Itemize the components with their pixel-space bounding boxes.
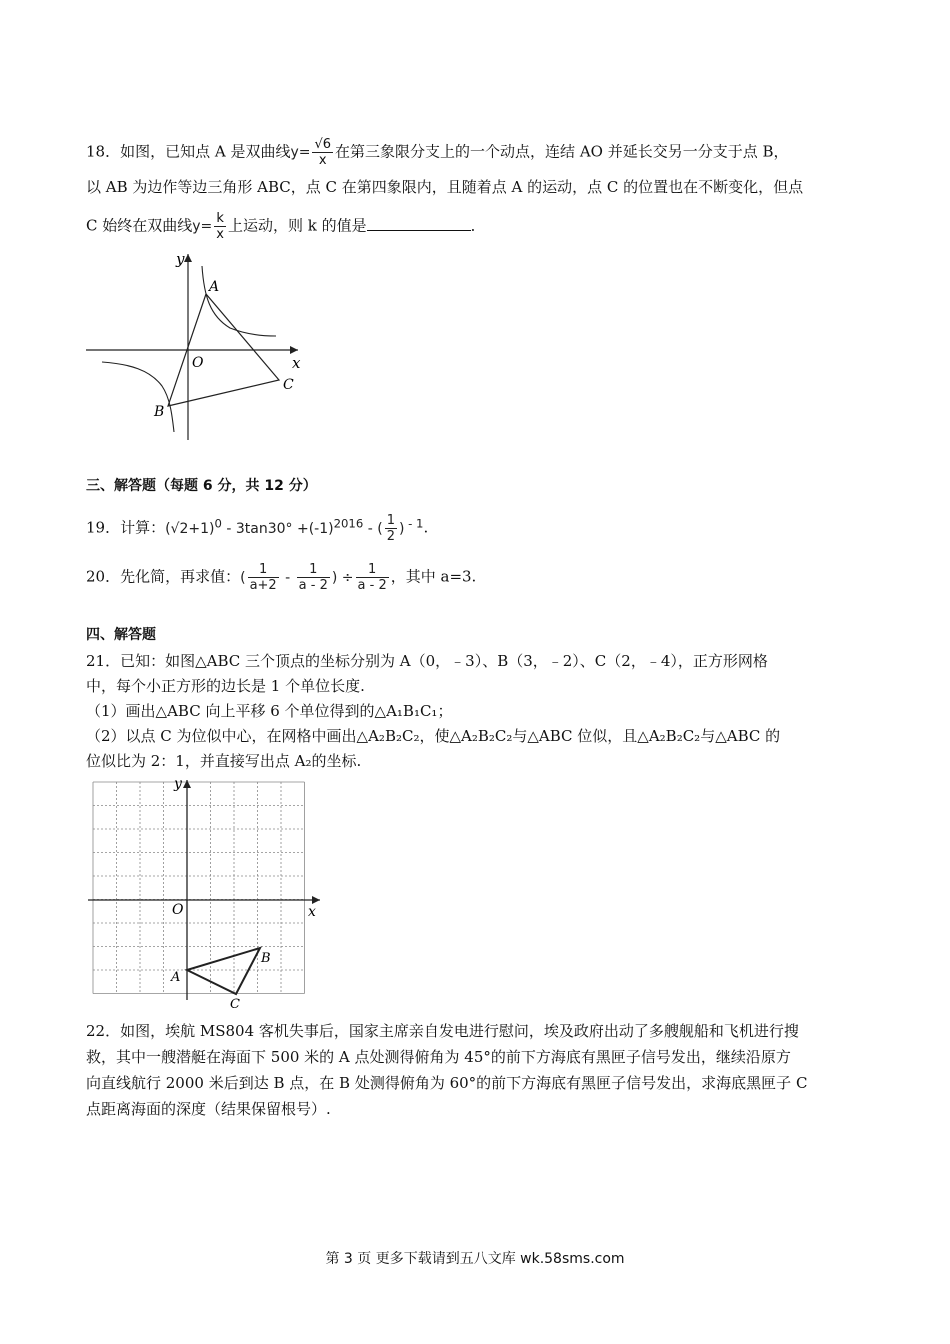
origin-label: O <box>192 355 204 371</box>
q19-line: 19．计算：$(√2+1)^0 - 3\tan 30^\circ +(-1)^{2016}$ - ( $\frac{1}{2}$ ) $^{- 1}$. <box>86 513 429 545</box>
q21-line-2: 中，每个小正方形的边长是 1 个单位长度. <box>86 677 365 695</box>
y-axis-arrow <box>184 254 192 262</box>
triangle-abc <box>187 948 260 994</box>
q18-fraction-k-over-x: $\frac{k}{x}$ <box>216 211 224 242</box>
q22-line-3: 向直线航行 2000 米后到达 B 点，在 B 处测得俯角为 60°的前下方海底有黑匣子信号发出，求海底黑匣子 C <box>86 1074 808 1092</box>
x-axis-label: x <box>308 904 316 920</box>
y-axis-arrow <box>183 780 191 788</box>
y-axis-label: y <box>176 250 185 268</box>
x-axis-label: x <box>292 354 301 372</box>
q22-line-4: 点距离海面的深度（结果保留根号）. <box>86 1100 331 1118</box>
section-3-heading: 三、解答题（每题 6 分，共 12 分） <box>86 478 317 494</box>
q19-fraction-half: $\frac{1}{2}$ <box>386 513 395 545</box>
hyperbola-branch-first-quadrant <box>202 266 276 336</box>
q22-line-1: 22．如图，埃航 MS804 客机失事后，国家主席亲自发电进行慰问，埃及政府出动了多艘舰船和飞机进行搜 <box>86 1022 799 1040</box>
page-footer: 第 3 页 更多下载请到五八文库 wk.58sms.com <box>325 1251 625 1267</box>
point-c-label: C <box>283 377 294 393</box>
q18-fraction-sqrt6-over-x: $\frac{√6}{x}$ <box>314 137 332 168</box>
q20-line: 20．先化简，再求值：( $\frac{1}{a+2}$ - $\frac{1}{a - 2}$ ) ÷ $\frac{1}{a - 2}$ ，其中 a=3. <box>86 562 477 593</box>
origin-label: O <box>172 902 184 918</box>
q18-line-1: 18．如图，已知点 A 是双曲线y= $\frac{√6}{x}$ 在第三象限分支上的一个动点，连结 AO 并延长交另一分支于点 B， <box>86 137 789 168</box>
q18-line-2: 以 AB 为边作等边三角形 ABC，点 C 在第四象限内，且随着点 A 的运动，点 C 的位置也在不断变化，但点 <box>86 178 804 196</box>
point-a-label: A <box>171 970 181 985</box>
hyperbola-branch-third-quadrant <box>102 362 174 432</box>
point-b-label: B <box>261 951 271 966</box>
q18-line-3: C 始终在双曲线y= $\frac{k}{x}$ 上运动，则 k 的值是 ． <box>86 211 486 242</box>
x-axis-arrow <box>290 346 298 354</box>
q21-line-3: （1）画出△ABC 向上平移 6 个单位得到的△A₁B₁C₁； <box>86 702 453 720</box>
point-c-label: C <box>230 997 240 1012</box>
answer-blank <box>367 216 471 231</box>
q20-expression: ( $\frac{1}{a+2}$ - $\frac{1}{a - 2}$ ) ÷ $\frac{1}{a - 2}$ <box>240 562 387 593</box>
q21-line-1: 21．已知：如图△ABC 三个顶点的坐标分别为 A（0，﹣3）、B（3，﹣2）、C（2，﹣4），正方形网格 <box>86 652 768 670</box>
y-axis-label: y <box>174 776 182 792</box>
q21-line-4: （2）以点 C 为位似中心，在网格中画出△A₂B₂C₂，使△A₂B₂C₂与△ABC 位似，且△A₂B₂C₂与△ABC 的 <box>86 727 781 745</box>
section-4-heading: 四、解答题 <box>86 627 156 643</box>
square-grid <box>93 782 305 994</box>
q22-line-2: 救，其中一艘潜艇在海面下 500 米的 A 点处测得俯角为 45°的前下方海底有黑匣子信号发出，继续沿原方 <box>86 1048 791 1066</box>
q21-line-5: 位似比为 2：1，并直接写出点 A₂的坐标. <box>86 752 362 770</box>
x-axis-arrow <box>312 896 320 904</box>
point-b-label: B <box>154 404 165 420</box>
point-a-label: A <box>209 279 220 295</box>
q19-expression: $(√2+1)^0 - 3\tan 30^\circ +(-1)^{2016}$ - ( $\frac{1}{2}$ ) $^{- 1}$ <box>165 513 424 545</box>
q18-figure-hyperbola <box>80 246 310 446</box>
q21-figure-grid <box>84 774 324 1012</box>
